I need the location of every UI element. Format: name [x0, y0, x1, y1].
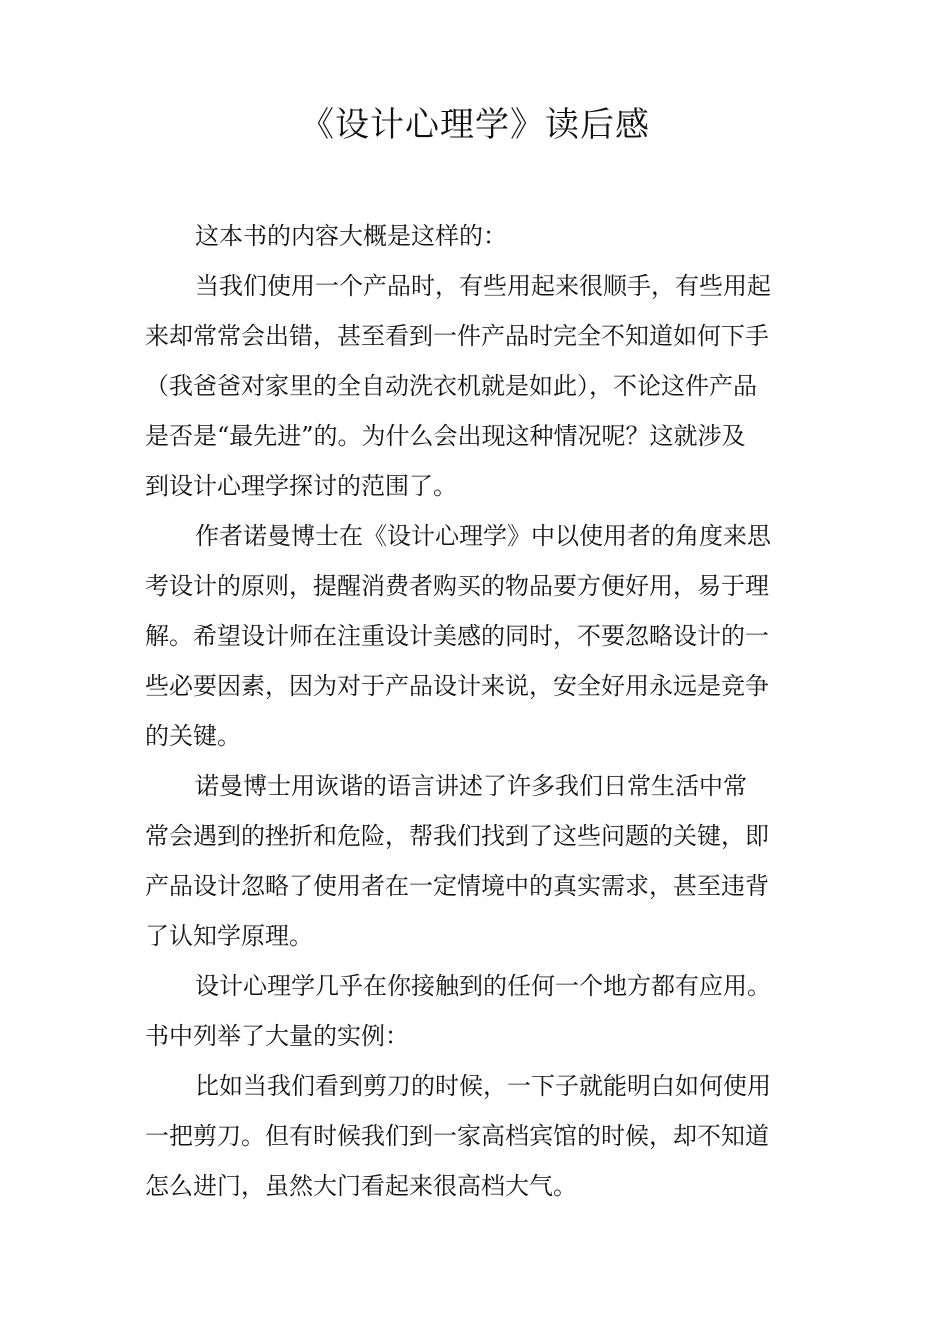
body-line: 来却常常会出错，甚至看到一件产品时完全不知道如何下手 — [145, 322, 769, 350]
body-line: 诺曼博士用诙谐的语言讲述了许多我们日常生活中常 — [195, 772, 747, 800]
body-line: 设计心理学几乎在你接触到的任何一个地方都有应用。 — [195, 972, 771, 1000]
body-line: 比如当我们看到剪刀的时候，一下子就能明白如何使用 — [195, 1072, 771, 1100]
body-line: 了认知学原理。 — [145, 922, 313, 950]
body-line: （我爸爸对家里的全自动洗衣机就是如此），不论这件产品 — [145, 372, 757, 400]
body-line: 是否是“最先进”的。为什么会出现这种情况呢？这就涉及 — [145, 422, 746, 450]
body-line: 些必要因素，因为对于产品设计来说，安全好用永远是竞争 — [145, 672, 769, 700]
body-line: 作者诺曼博士在《设计心理学》中以使用者的角度来思 — [195, 522, 771, 550]
document-title: 《设计心理学》读后感 — [300, 105, 650, 145]
document-body — [145, 211, 840, 1211]
body-line: 到设计心理学探讨的范围了。 — [145, 472, 457, 500]
body-line: 产品设计忽略了使用者在一定情境中的真实需求，甚至违背 — [145, 872, 769, 900]
body-line: 一把剪刀。但有时候我们到一家高档宾馆的时候，却不知道 — [145, 1122, 769, 1150]
body-line: 书中列举了大量的实例： — [145, 1022, 409, 1050]
body-line: 的关键。 — [145, 722, 241, 750]
body-line: 解。希望设计师在注重设计美感的同时，不要忽略设计的一 — [145, 622, 769, 650]
body-line: 这本书的内容大概是这样的： — [195, 222, 507, 250]
body-line: 怎么进门，虽然大门看起来很高档大气。 — [145, 1172, 577, 1200]
body-line: 常会遇到的挫折和危险，帮我们找到了这些问题的关键，即 — [145, 822, 769, 850]
body-line: 考设计的原则，提醒消费者购买的物品要方便好用，易于理 — [145, 572, 769, 600]
body-line: 当我们使用一个产品时，有些用起来很顺手，有些用起 — [195, 272, 771, 300]
